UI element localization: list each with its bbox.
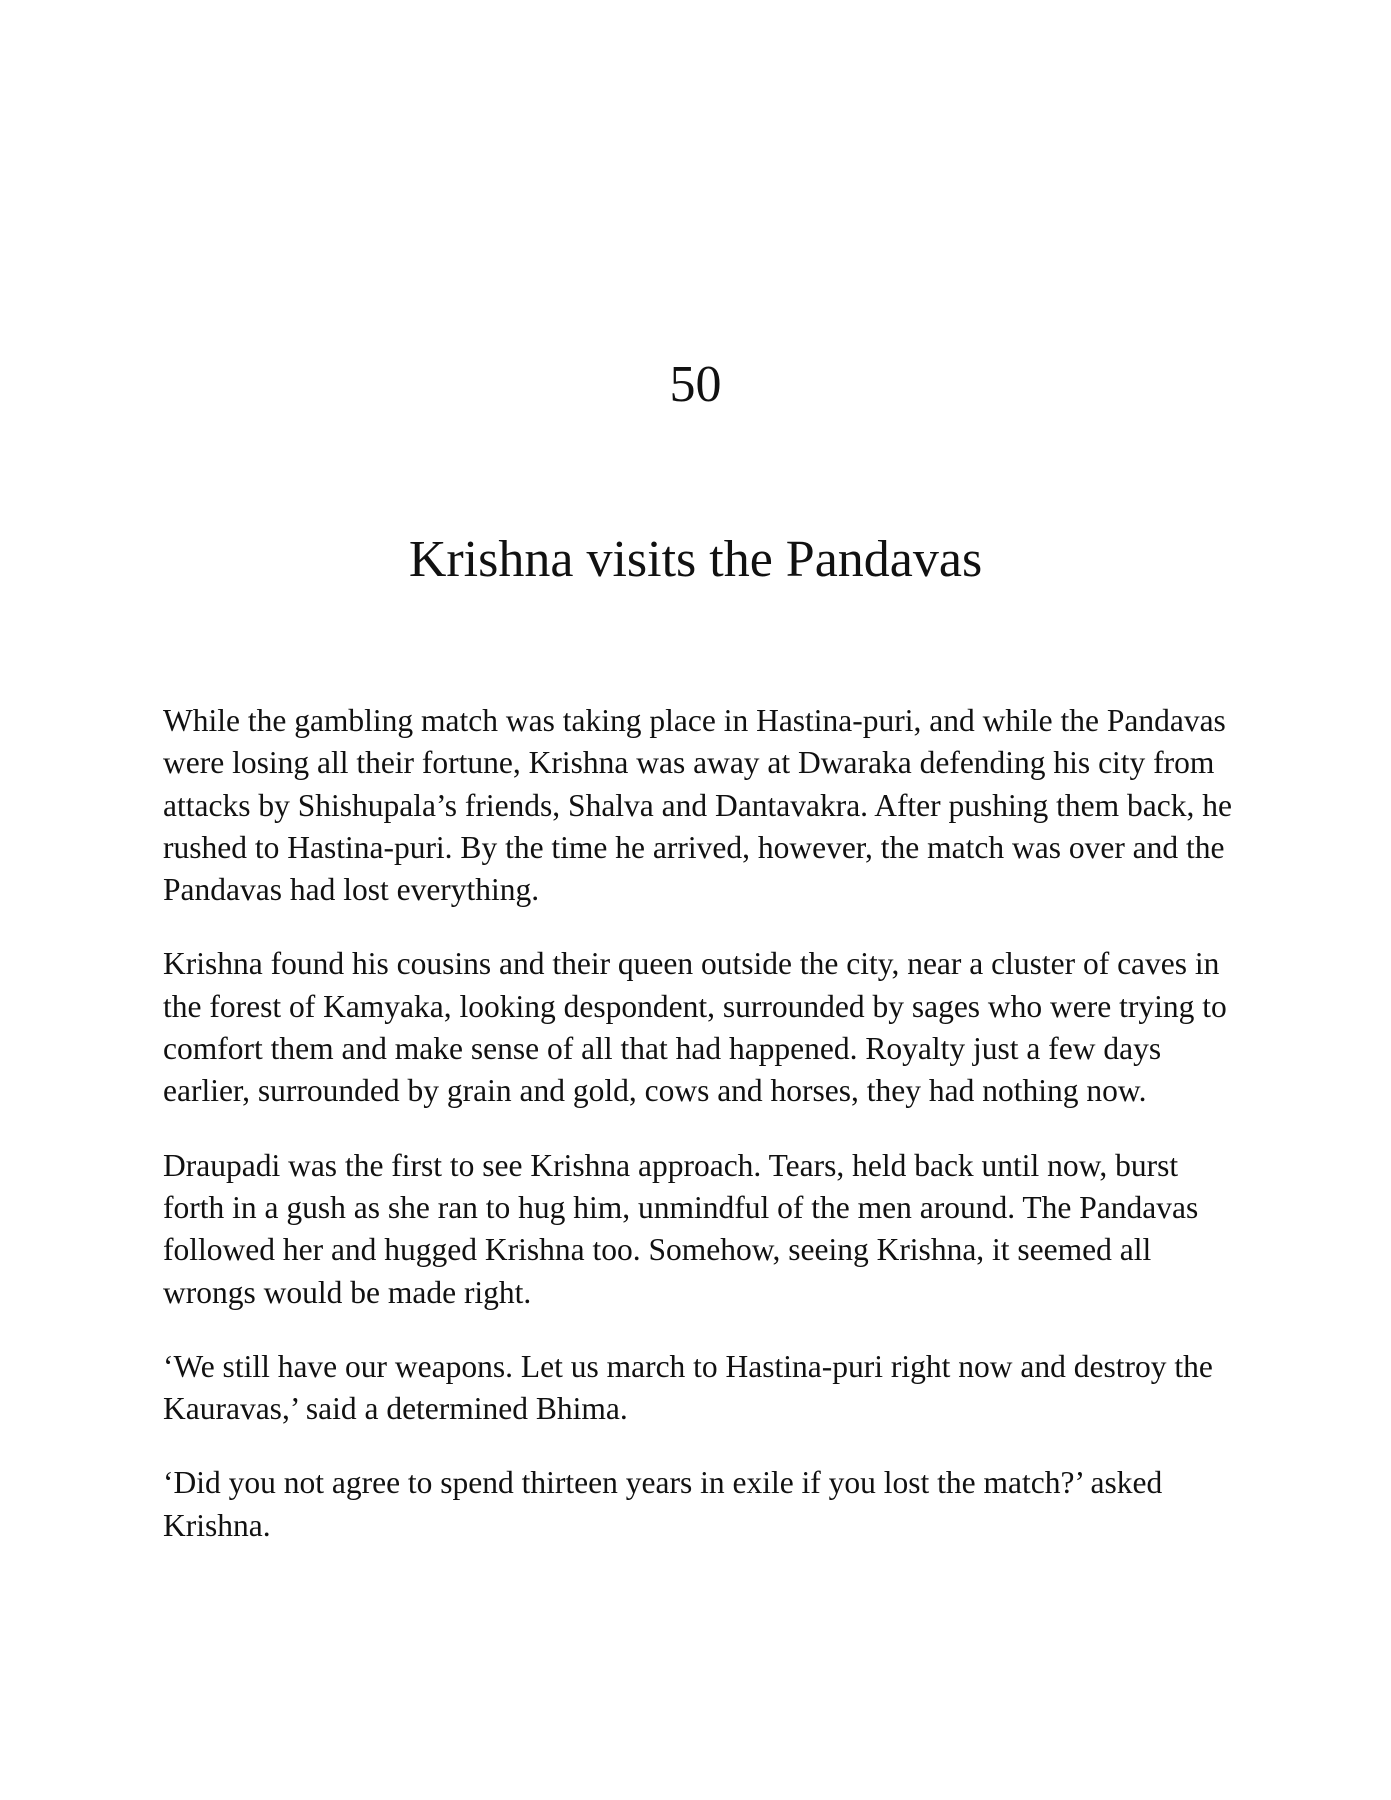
paragraph: ‘We still have our weapons. Let us march to Hastina-puri right now and destroy the Kauravas,’ said a determined Bhima. [163, 1348, 1213, 1427]
paragraph: Krishna found his cousins and their queen outside the city, near a cluster of caves in the forest of Kamyaka, looking despondent, surrounded by sages who were trying to comfort them and make sense of all that had happened. Royalty just a few days earlier, surrounded by grain and gold, cows and horses, they had nothing now. [163, 946, 1227, 1109]
paragraph: ‘Did you not agree to spend thirteen years in exile if you lost the match?’ asked Krishna. [163, 1465, 1163, 1543]
chapter-body [163, 700, 1238, 1579]
chapter-number: 50 [669, 356, 722, 413]
paragraph: Draupadi was the first to see Krishna approach. Tears, held back until now, burst forth in a gush as she ran to hug him, unmindful of the men around. The Pandavas followed her and hugged Krishna too. Somehow, seeing Krishna, it seemed all wrongs would be made right. [163, 1147, 1199, 1310]
paragraph: While the gambling match was taking place in Hastina-puri, and while the Pandavas were losing all their fortune, Krishna was away at Dwaraka defending his city from attacks by Shishupala’s friends, Shalva and Dantavakra. After pushing them back, he rushed to Hastina-puri. By the time he arrived, however, the match was over and the Pandavas had lost everything. [163, 703, 1232, 908]
chapter-title: Krishna visits the Pandavas [408, 531, 983, 588]
